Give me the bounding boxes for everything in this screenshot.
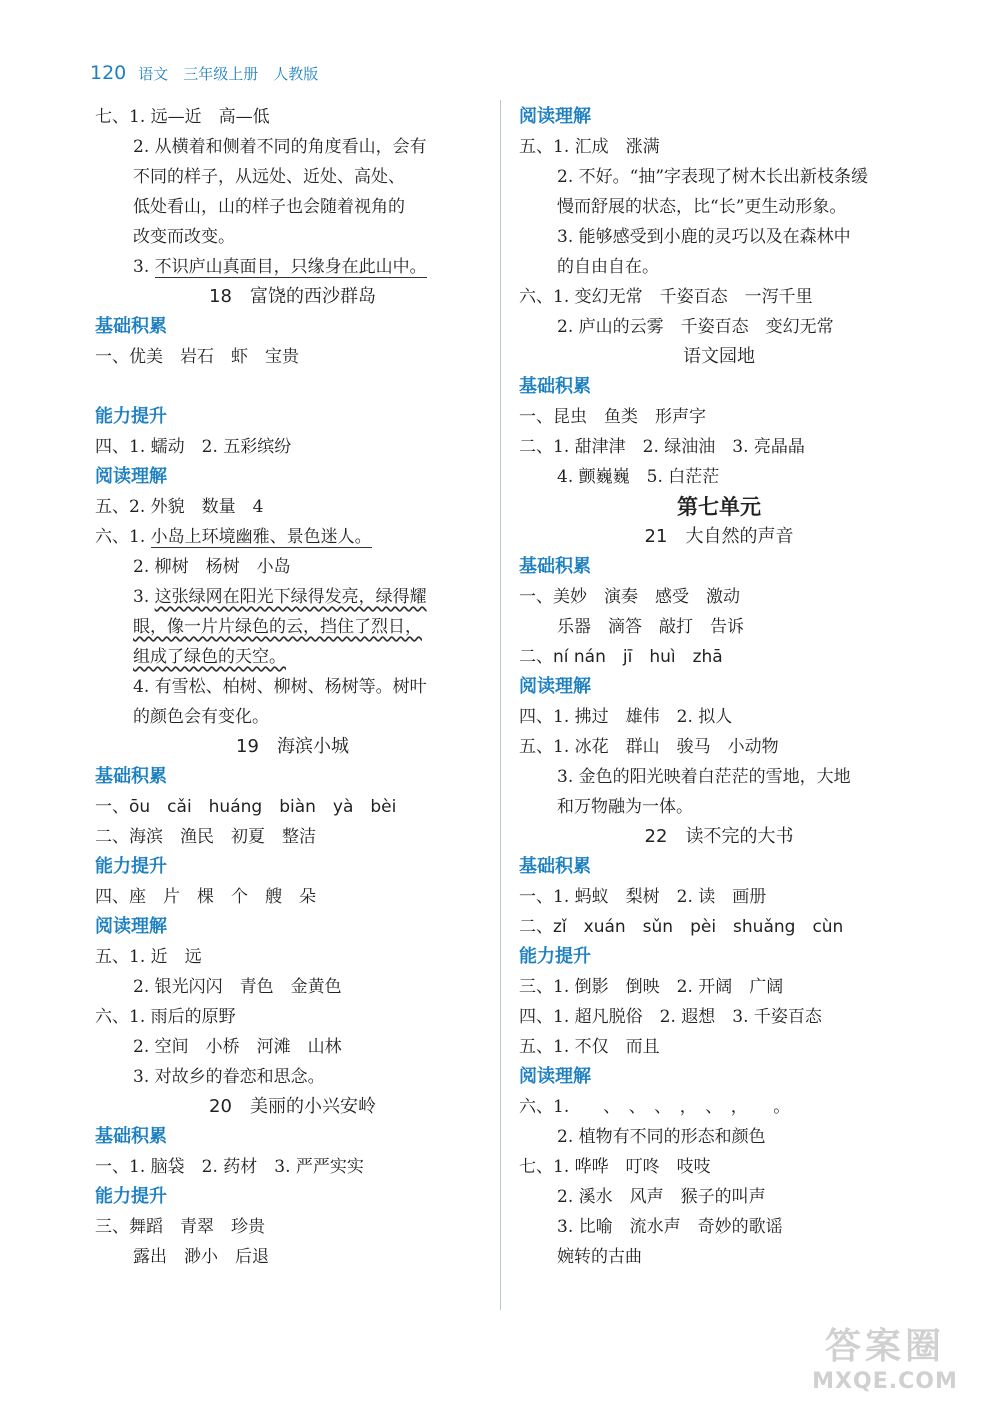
- answer-line: 六、1. 变幻无常 千姿百态 一泻千里: [519, 287, 813, 307]
- answer-line: 低处看山，山的样子也会随着视角的: [133, 197, 405, 217]
- pinyin-answers: ōu cǎi huáng biàn yà bèi: [129, 797, 397, 817]
- lesson-title: 22 读不完的大书: [644, 826, 794, 847]
- answer-line: 慢而舒展的状态，比“长”更生动形象。: [557, 197, 847, 217]
- answer-line: 2. 柳树 杨树 小岛: [133, 557, 291, 577]
- lesson-title: 20 美丽的小兴安岭: [209, 1096, 376, 1117]
- answer-line: [95, 582, 490, 612]
- answer-line: 四、1. 超凡脱俗 2. 遐想 3. 千姿百态: [519, 1007, 822, 1027]
- item-number: 3.: [133, 257, 150, 277]
- section-heading: 能力提升: [519, 946, 591, 967]
- wavy-underlined-answer: 组成了绿色的天空。: [133, 647, 286, 667]
- answer-line: 一、美妙 演奏 感受 激动: [519, 587, 740, 607]
- answer-line: 不同的样子，从远处、近处、高处、: [133, 167, 405, 187]
- lesson-title: 语文园地: [683, 346, 755, 367]
- section-heading: 阅读理解: [95, 466, 167, 487]
- answer-line: [95, 252, 490, 282]
- answer-line: [95, 522, 490, 552]
- answer-line: [519, 912, 919, 942]
- section-heading: 阅读理解: [519, 676, 591, 697]
- page-header: [90, 62, 318, 92]
- spacer: [95, 372, 490, 402]
- answer-line: 二、1. 甜津津 2. 绿油油 3. 亮晶晶: [519, 437, 805, 457]
- answer-line: 3. 对故乡的眷恋和思念。: [133, 1067, 325, 1087]
- section-heading: 基础积累: [95, 1126, 167, 1147]
- answer-line: 4. 有雪松、柏树、柳树、杨树等。树叶: [133, 677, 427, 697]
- wavy-underlined-answer: 眼，像一片片绿色的云，挡住了烈日，: [133, 617, 422, 637]
- answer-line: 婉转的古曲: [557, 1247, 642, 1267]
- pinyin-answers: ní nán jī huì zhā: [553, 647, 723, 667]
- answer-line: 三、舞蹈 青翠 珍贵: [95, 1217, 265, 1237]
- answer-line: 一、1. 脑袋 2. 药材 3. 严严实实: [95, 1157, 364, 1177]
- section-heading: 基础积累: [95, 766, 167, 787]
- answer-line: 一、昆虫 鱼类 形声字: [519, 407, 706, 427]
- answer-line: [519, 642, 919, 672]
- unit-title: 第七单元: [677, 495, 761, 519]
- answer-line: [95, 612, 490, 642]
- watermark-url: MXQE.COM: [812, 1369, 958, 1394]
- answer-line: 三、1. 倒影 倒映 2. 开阔 广阔: [519, 977, 784, 997]
- answer-line: 乐器 滴答 敲打 告诉: [557, 617, 744, 637]
- section-heading: 阅读理解: [519, 1066, 591, 1087]
- answer-line: 和万物融为一体。: [557, 797, 693, 817]
- answer-line: [95, 642, 490, 672]
- answer-line: 一、优美 岩石 虾 宝贵: [95, 347, 299, 367]
- answer-line: 3. 金色的阳光映着白茫茫的雪地，大地: [557, 767, 851, 787]
- left-column: [95, 102, 490, 1272]
- item-number: 六、1.: [95, 527, 146, 547]
- answer-line: 一、1. 蚂蚁 梨树 2. 读 画册: [519, 887, 767, 907]
- column-divider: [500, 100, 501, 1310]
- answer-line: 四、1. 拂过 雄伟 2. 拟人: [519, 707, 733, 727]
- answer-line: 改变而改变。: [133, 227, 235, 247]
- answer-line: 四、座 片 棵 个 艘 朵: [95, 887, 316, 907]
- answer-line: 2. 庐山的云雾 千姿百态 变幻无常: [557, 317, 834, 337]
- right-column: [519, 102, 919, 1272]
- underlined-answer: 不识庐山真面目，只缘身在此山中。: [154, 257, 427, 277]
- section-heading: 阅读理解: [95, 916, 167, 937]
- answer-line: 2. 从横着和侧着不同的角度看山，会有: [133, 137, 427, 157]
- answer-line: 4. 颤巍巍 5. 白茫茫: [557, 467, 720, 487]
- answer-line: 五、2. 外貌 数量 4: [95, 497, 264, 517]
- section-heading: 基础积累: [95, 316, 167, 337]
- answer-line: [95, 792, 490, 822]
- answer-line: 七、1. 远—近 高—低: [95, 107, 270, 127]
- watermark-text: 答案圈: [824, 1326, 945, 1367]
- answer-line: 2. 银光闪闪 青色 金黄色: [133, 977, 342, 997]
- section-heading: 基础积累: [519, 556, 591, 577]
- pinyin-answers: zǐ xuán sǔn pèi shuǎng cùn: [553, 917, 844, 937]
- wavy-underlined-answer: 这张绿网在阳光下绿得发亮，绿得耀: [154, 587, 427, 607]
- item-number: 二、: [519, 917, 553, 937]
- book-subtitle: 语文 三年级上册 人教版: [138, 65, 319, 83]
- answer-line: 四、1. 蠕动 2. 五彩缤纷: [95, 437, 292, 457]
- answer-line: 3. 比喻 流水声 奇妙的歌谣: [557, 1217, 783, 1237]
- section-heading: 基础积累: [519, 856, 591, 877]
- answer-line: 七、1. 哗哗 叮咚 吱吱: [519, 1157, 711, 1177]
- section-heading: 能力提升: [95, 856, 167, 877]
- section-heading: 能力提升: [95, 1186, 167, 1207]
- answer-line: 2. 植物有不同的形态和颜色: [557, 1127, 766, 1147]
- answer-line: 露出 渺小 后退: [133, 1247, 269, 1267]
- answer-line: 六、1. 、 、 、 ， 、 ， 。: [519, 1097, 791, 1117]
- lesson-title: 21 大自然的声音: [644, 526, 794, 547]
- answer-line: 五、1. 冰花 群山 骏马 小动物: [519, 737, 779, 757]
- answer-line: 的颜色会有变化。: [133, 707, 269, 727]
- answer-line: 五、1. 不仅 而且: [519, 1037, 660, 1057]
- underlined-answer: 小岛上环境幽雅、景色迷人。: [150, 527, 372, 547]
- answer-line: 二、海滨 渔民 初夏 整洁: [95, 827, 316, 847]
- item-number: 一、: [95, 797, 129, 817]
- answer-line: 的自由自在。: [557, 257, 659, 277]
- lesson-title: 18 富饶的西沙群岛: [209, 286, 376, 307]
- section-heading: 阅读理解: [519, 106, 591, 127]
- item-number: 二、: [519, 647, 553, 667]
- section-heading: 基础积累: [519, 376, 591, 397]
- answer-line: 3. 能够感受到小鹿的灵巧以及在森林中: [557, 227, 851, 247]
- watermark-logo: [800, 1318, 970, 1394]
- answer-line: 2. 空间 小桥 河滩 山林: [133, 1037, 342, 1057]
- answer-line: 五、1. 汇成 涨满: [519, 137, 660, 157]
- page-number: 120: [90, 62, 127, 84]
- lesson-title: 19 海滨小城: [236, 736, 349, 757]
- item-number: 3.: [133, 587, 150, 607]
- answer-line: 五、1. 近 远: [95, 947, 202, 967]
- answer-line: 2. 不好。“抽”字表现了树木长出新枝条缓: [557, 167, 869, 187]
- answer-line: 六、1. 雨后的原野: [95, 1007, 236, 1027]
- section-heading: 能力提升: [95, 406, 167, 427]
- answer-line: 2. 溪水 风声 猴子的叫声: [557, 1187, 766, 1207]
